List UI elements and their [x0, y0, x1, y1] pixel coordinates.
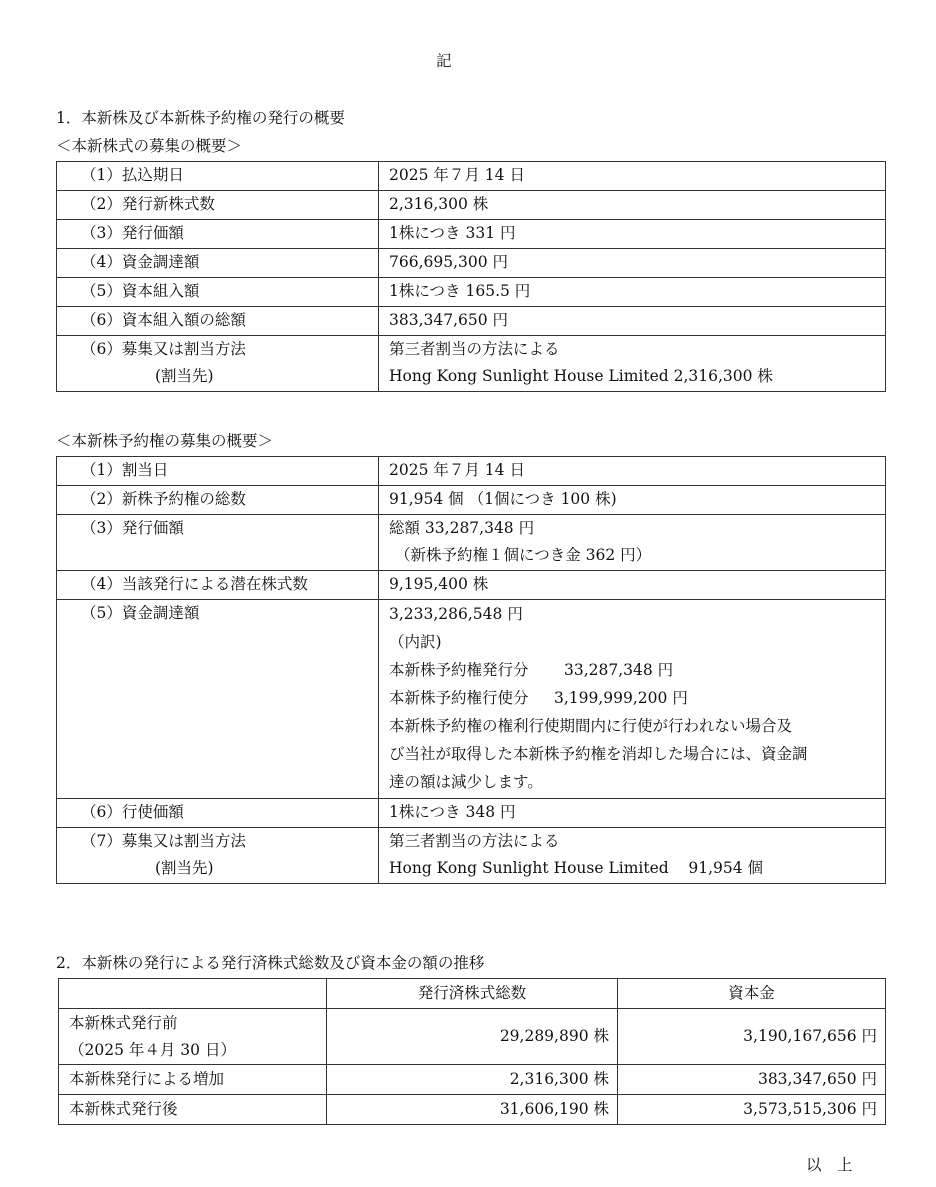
document-heading: 記	[436, 52, 452, 70]
row-label: 本新株発行による増加	[59, 1065, 327, 1095]
row-sublabel: (割当先)	[155, 858, 214, 877]
column-header	[59, 979, 327, 1009]
row-value-allottee: Hong Kong Sunlight House Limited 2,316,300 株	[389, 366, 773, 385]
table-row	[57, 336, 886, 392]
row-label: （1）割当日	[57, 457, 379, 486]
table-row	[57, 486, 886, 515]
row-label: （7）募集又は割当方法	[81, 832, 246, 850]
table-row	[59, 1009, 886, 1065]
row-value: 2025 年７月 14 日	[379, 162, 886, 191]
breakdown-item-value: 3,199,999,200 円	[554, 689, 688, 707]
row-label: （6）募集又は割当方法	[81, 340, 246, 358]
shares-offering-table	[56, 161, 886, 392]
column-header: 資本金	[618, 979, 886, 1009]
row-value: 2025 年７月 14 日	[379, 457, 886, 486]
row-label: （1）払込期日	[57, 162, 379, 191]
breakdown-item-label: 本新株予約権行使分	[389, 689, 529, 707]
warrants-offering-table	[56, 456, 886, 884]
row-value: 9,195,400 株	[379, 571, 886, 600]
row-label: （2）新株予約権の総数	[57, 486, 379, 515]
row-value: 1株につき 348 円	[379, 799, 886, 828]
row-value: 1株につき 331 円	[379, 220, 886, 249]
row-label: 本新株式発行後	[59, 1095, 327, 1125]
row-label: （5）資本組入額	[57, 278, 379, 307]
row-value: 総額 33,287,348 円	[389, 519, 535, 537]
row-label: （6）行使価額	[57, 799, 379, 828]
table-row	[57, 571, 886, 600]
capital-cell: 383,347,650 円	[618, 1065, 886, 1095]
row-value-allottee: Hong Kong Sunlight House Limited 91,954 個	[389, 858, 764, 877]
table-row	[57, 191, 886, 220]
row-value: 第三者割当の方法による	[389, 340, 560, 358]
closing-mark: 以 上	[806, 1156, 853, 1174]
row-label: （2）発行新株式数	[57, 191, 379, 220]
shares-cell: 2,316,300 株	[327, 1065, 618, 1095]
capital-cell: 3,573,515,306 円	[618, 1095, 886, 1125]
row-value-detail: （新株予約権１個につき金 362 円）	[395, 545, 652, 564]
table-row	[57, 600, 886, 799]
table-row	[57, 278, 886, 307]
breakdown-label: （内訳)	[389, 633, 442, 651]
warrants-offering-title: ＜本新株予約権の募集の概要＞	[56, 432, 274, 450]
table-header-row	[59, 979, 886, 1009]
breakdown-item-value: 33,287,348 円	[564, 661, 674, 679]
row-label: （3）発行価額	[57, 220, 379, 249]
row-value: 766,695,300 円	[379, 249, 886, 278]
row-sublabel: （2025 年４月 30 日）	[69, 1040, 236, 1059]
table-row	[57, 220, 886, 249]
row-value: 2,316,300 株	[379, 191, 886, 220]
row-value: 3,233,286,548 円	[389, 605, 523, 623]
row-sublabel: (割当先)	[155, 366, 214, 385]
shares-offering-title: ＜本新株式の募集の概要＞	[56, 137, 243, 155]
section1-title: 1．本新株及び本新株予約権の発行の概要	[56, 109, 345, 127]
column-header: 発行済株式総数	[327, 979, 618, 1009]
table-row	[57, 307, 886, 336]
row-value: 第三者割当の方法による	[389, 832, 560, 850]
table-row	[57, 249, 886, 278]
row-label: （6）資本組入額の総額	[57, 307, 379, 336]
table-row	[57, 799, 886, 828]
capital-cell: 3,190,167,656 円	[618, 1009, 886, 1065]
note-line: 本新株予約権の権利行使期間内に行使が行われない場合及	[389, 717, 793, 735]
table-row	[57, 162, 886, 191]
capital-transition-table	[58, 978, 886, 1125]
table-row	[59, 1065, 886, 1095]
row-label: （5）資金調達額	[57, 600, 379, 799]
table-row	[57, 828, 886, 884]
shares-cell: 29,289,890 株	[327, 1009, 618, 1065]
table-row	[57, 515, 886, 571]
row-value: 1株につき 165.5 円	[379, 278, 886, 307]
shares-cell: 31,606,190 株	[327, 1095, 618, 1125]
table-row	[57, 457, 886, 486]
row-label: （4）資金調達額	[57, 249, 379, 278]
table-row	[59, 1095, 886, 1125]
breakdown-item-label: 本新株予約権発行分	[389, 661, 529, 679]
row-value: 383,347,650 円	[379, 307, 886, 336]
note-line: 達の額は減少します。	[389, 773, 543, 791]
section2-title: 2．本新株の発行による発行済株式総数及び資本金の額の推移	[56, 954, 485, 972]
note-line: び当社が取得した本新株予約権を消却した場合には、資金調	[389, 745, 808, 763]
row-label: （3）発行価額	[57, 515, 379, 571]
row-value: 91,954 個 （1個につき 100 株)	[379, 486, 886, 515]
row-label: 本新株式発行前	[69, 1014, 178, 1032]
row-label: （4）当該発行による潜在株式数	[57, 571, 379, 600]
